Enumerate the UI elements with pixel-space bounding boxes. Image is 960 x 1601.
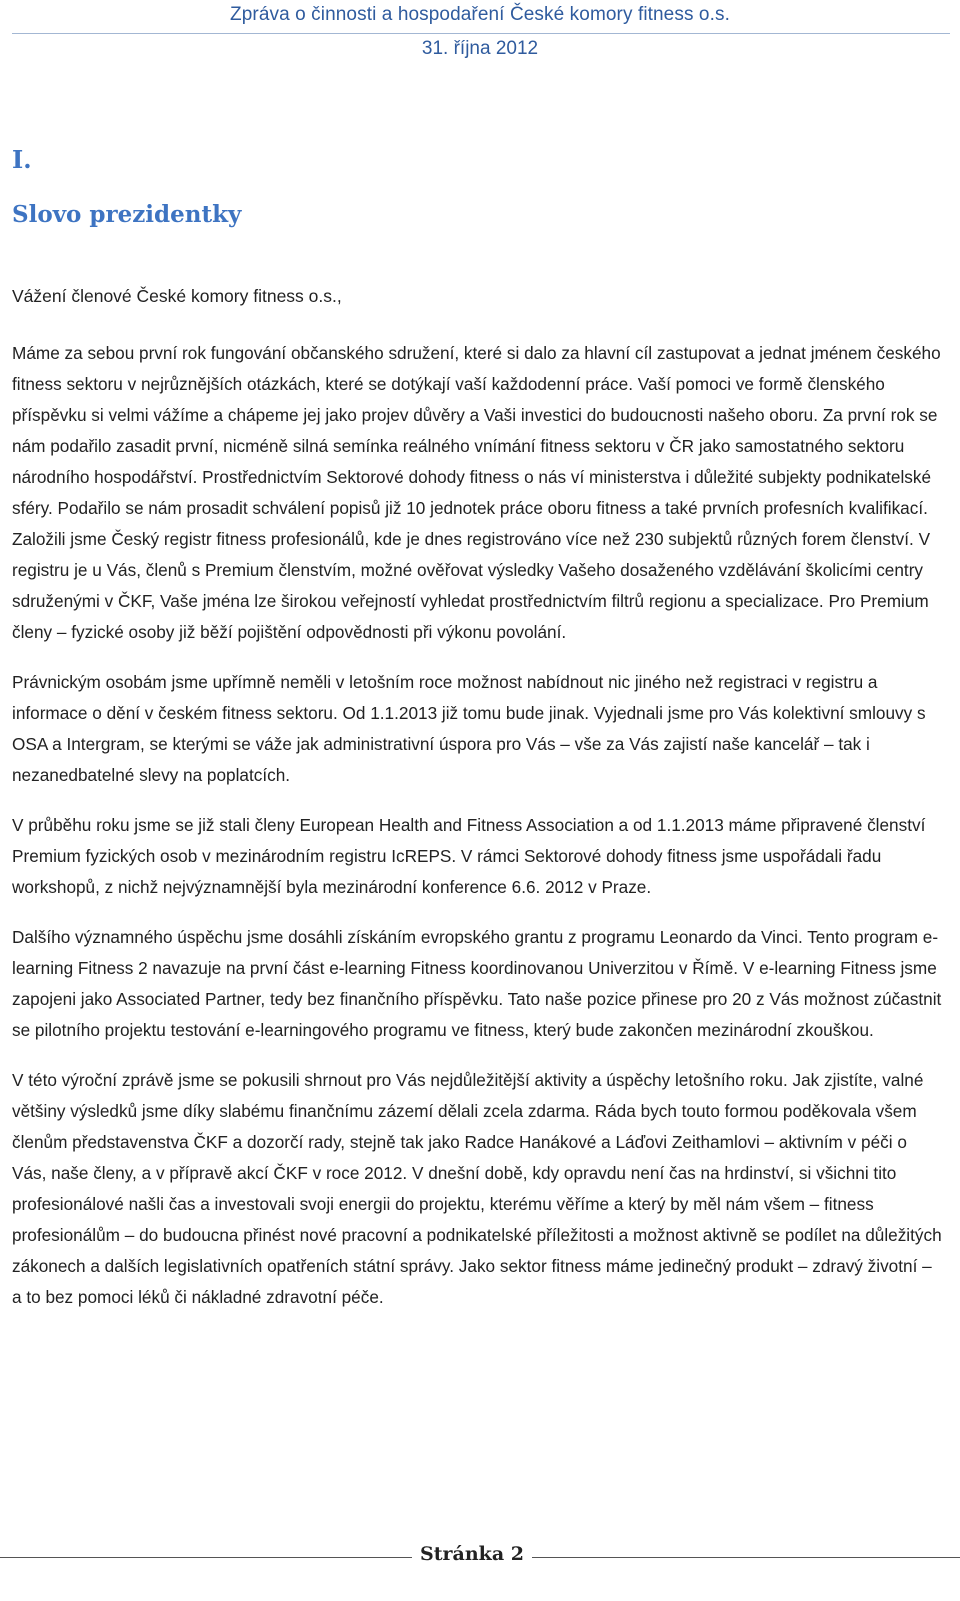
paragraph: Dalšího významného úspěchu jsme dosáhli získáním evropského grantu z programu Leonardo da Vinci. Tento program e-learning Fitness 2 navazuje na první část e-learning Fitness koordinovanou Univerzitou v Římě. V e-learning Fitness jsme zapojeni jako Associated Partner, tedy bez finančního příspěvku. Tato naše pozice přinese pro 20 z Vás možnost zúčastnit se pilotního projektu testování e-learningového programu ve fitness, který bude zakončen mezinárodní zkouškou. — [12, 927, 942, 1040]
paragraph: Právnickým osobám jsme upřímně neměli v letošním roce možnost nabídnout nic jiného než registraci v registru a informace o dění v českém fitness sektoru. Od 1.1.2013 již tomu bude jinak. Vyjednali jsme pro Vás kolektivní smlouvy s OSA a Intergram, se kterými se váže jak administrativní úspora pro Vás – vše za Vás zajistí naše kancelář – tak i nezanedbatelné slevy na poplatcích. — [12, 672, 926, 785]
paragraph: Máme za sebou první rok fungování občanského sdružení, které si dalo za hlavní cíl zastupovat a jednat jménem českého fitness sektoru v nejrůznějších otázkách, které se dotýkají vaší každodenní práce. Vaší pomoci ve formě členského příspěvku si velmi vážíme a chápeme jej jako projev důvěry a Vaši investici do budoucnosti našeho oboru. Za první rok se nám podařilo zasadit první, nicméně silná semínka reálného vnímání fitness sektoru v ČR jako samostatného sektoru národního hospodářství. Prostřednictvím Sektorové dohody fitness o nás ví ministerstva i důležité subjekty podnikatelské sféry. Podařilo se nám prosadit schválení popisů již 10 jednotek práce oboru fitness a také prvních profesních kvalifikací. Založili jsme Český registr fitness profesionálů, kde je dnes registrováno více než 230 subjektů různých forem členství. V registru je u Vás, členů s Premium členstvím, možné ověřovat výsledky Vašeho dosaženého vzdělávání školicími centry sdruženými v ČKF, Vaše jména lze širokou veřejností vyhledat prostřednictvím filtrů regionu a specializace. Pro Premium členy – fyzické osoby již běží pojištění odpovědnosti při výkonu povolání. — [12, 343, 941, 642]
chapter-title: Slovo prezidentky — [12, 201, 242, 228]
paragraph: V této výroční zprávě jsme se pokusili shrnout pro Vás nejdůležitější aktivity a úspěchy letošního roku. Jak zjistíte, valné většiny výsledků jsme díky slabému finančnímu zázemí dělali zcela zdarma. Ráda bych touto formou poděkovala všem členům představenstva ČKF a dozorčí rady, stejně tak jako Radce Hanákové a Láďovi Zeithamlovi – aktivním v péči o Vás, naše členy, a v přípravě akcí ČKF v roce 2012. V dnešní době, kdy opravdu není čas na hrdinství, si všichni tito profesionálové našli čas a investovali svoji energii do projektu, kterému věříme a který by měl nám všem – fitness profesionálům – do budoucna přinést nové pracovní a podnikatelské příležitosti a možnost aktivně se podílet na důležitých zákonech a dalších legislativních opatřeních státní správy. Jako sektor fitness máme jedinečný produkt – zdravý životní – a to bez pomoci léků či nákladné zdravotní péče. — [12, 1070, 942, 1307]
salutation: Vážení členové České komory fitness o.s., — [12, 286, 342, 306]
header-divider — [12, 33, 950, 34]
letter-body — [12, 338, 942, 1332]
document-title: Zpráva o činnosti a hospodaření České komory fitness o.s. — [230, 4, 730, 25]
chapter-number: I. — [12, 145, 32, 174]
page-number: Stránka 2 — [420, 1543, 524, 1565]
paragraph: V průběhu roku jsme se již stali členy European Health and Fitness Association a od 1.1.2013 máme připravené členství Premium fyzických osob v mezinárodním registru IcREPS. V rámci Sektorové dohody fitness jsme uspořádali řadu workshopů, z nichž nejvýznamnější byla mezinárodní konference 6.6. 2012 v Praze. — [12, 815, 926, 897]
footer-divider-left — [0, 1557, 412, 1558]
footer-divider-right — [532, 1557, 960, 1558]
document-date: 31. října 2012 — [421, 38, 539, 59]
